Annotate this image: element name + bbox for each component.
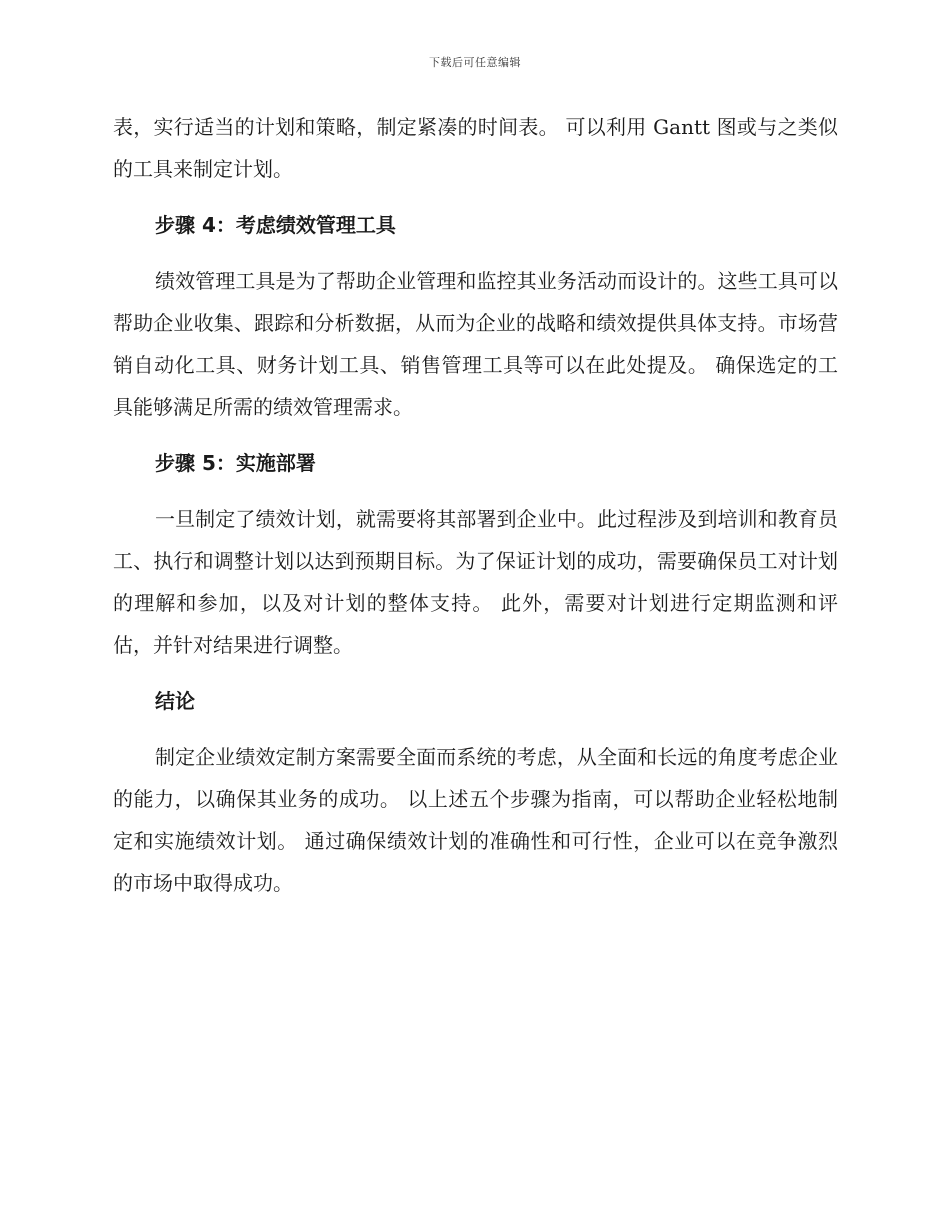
section-heading-conclusion: 结论 [155, 689, 195, 713]
section-heading-step-4: 步骤 4：考虑绩效管理工具 [155, 213, 396, 237]
paragraph-step-4: 绩效管理工具是为了帮助企业管理和监控其业务活动而设计的。这些工具可以帮助企业收集、跟踪和分析数据，从而为企业的战略和绩效提供具体支持。市场营销自动化工具、财务计划工具、销售管理工具等可以在此处提及。 确保选定的工具能够满足所需的绩效管理需求。 [113, 269, 838, 419]
paragraph-step-5: 一旦制定了绩效计划，就需要将其部署到企业中。此过程涉及到培训和教育员工、执行和调整计划以达到预期目标。为了保证计划的成功，需要确保员工对计划的理解和参加，以及对计划的整体支持。 此外，需要对计划进行定期监测和评估，并针对结果进行调整。 [113, 507, 838, 657]
paragraph-conclusion: 制定企业绩效定制方案需要全面而系统的考虑，从全面和长远的角度考虑企业的能力，以确保其业务的成功。 以上述五个步骤为指南，可以帮助企业轻松地制定和实施绩效计划。 通过确保绩效计划的准确性和可行性，企业可以在竞争激烈的市场中取得成功。 [113, 745, 838, 895]
page-header: 下载后可任意编辑 [429, 56, 521, 69]
section-heading-step-5: 步骤 5：实施部署 [155, 451, 316, 475]
paragraph-continued: 表，实行适当的计划和策略，制定紧凑的时间表。 可以利用 Gantt 图或与之类似的工具来制定计划。 [113, 115, 838, 181]
document-body [113, 106, 838, 918]
